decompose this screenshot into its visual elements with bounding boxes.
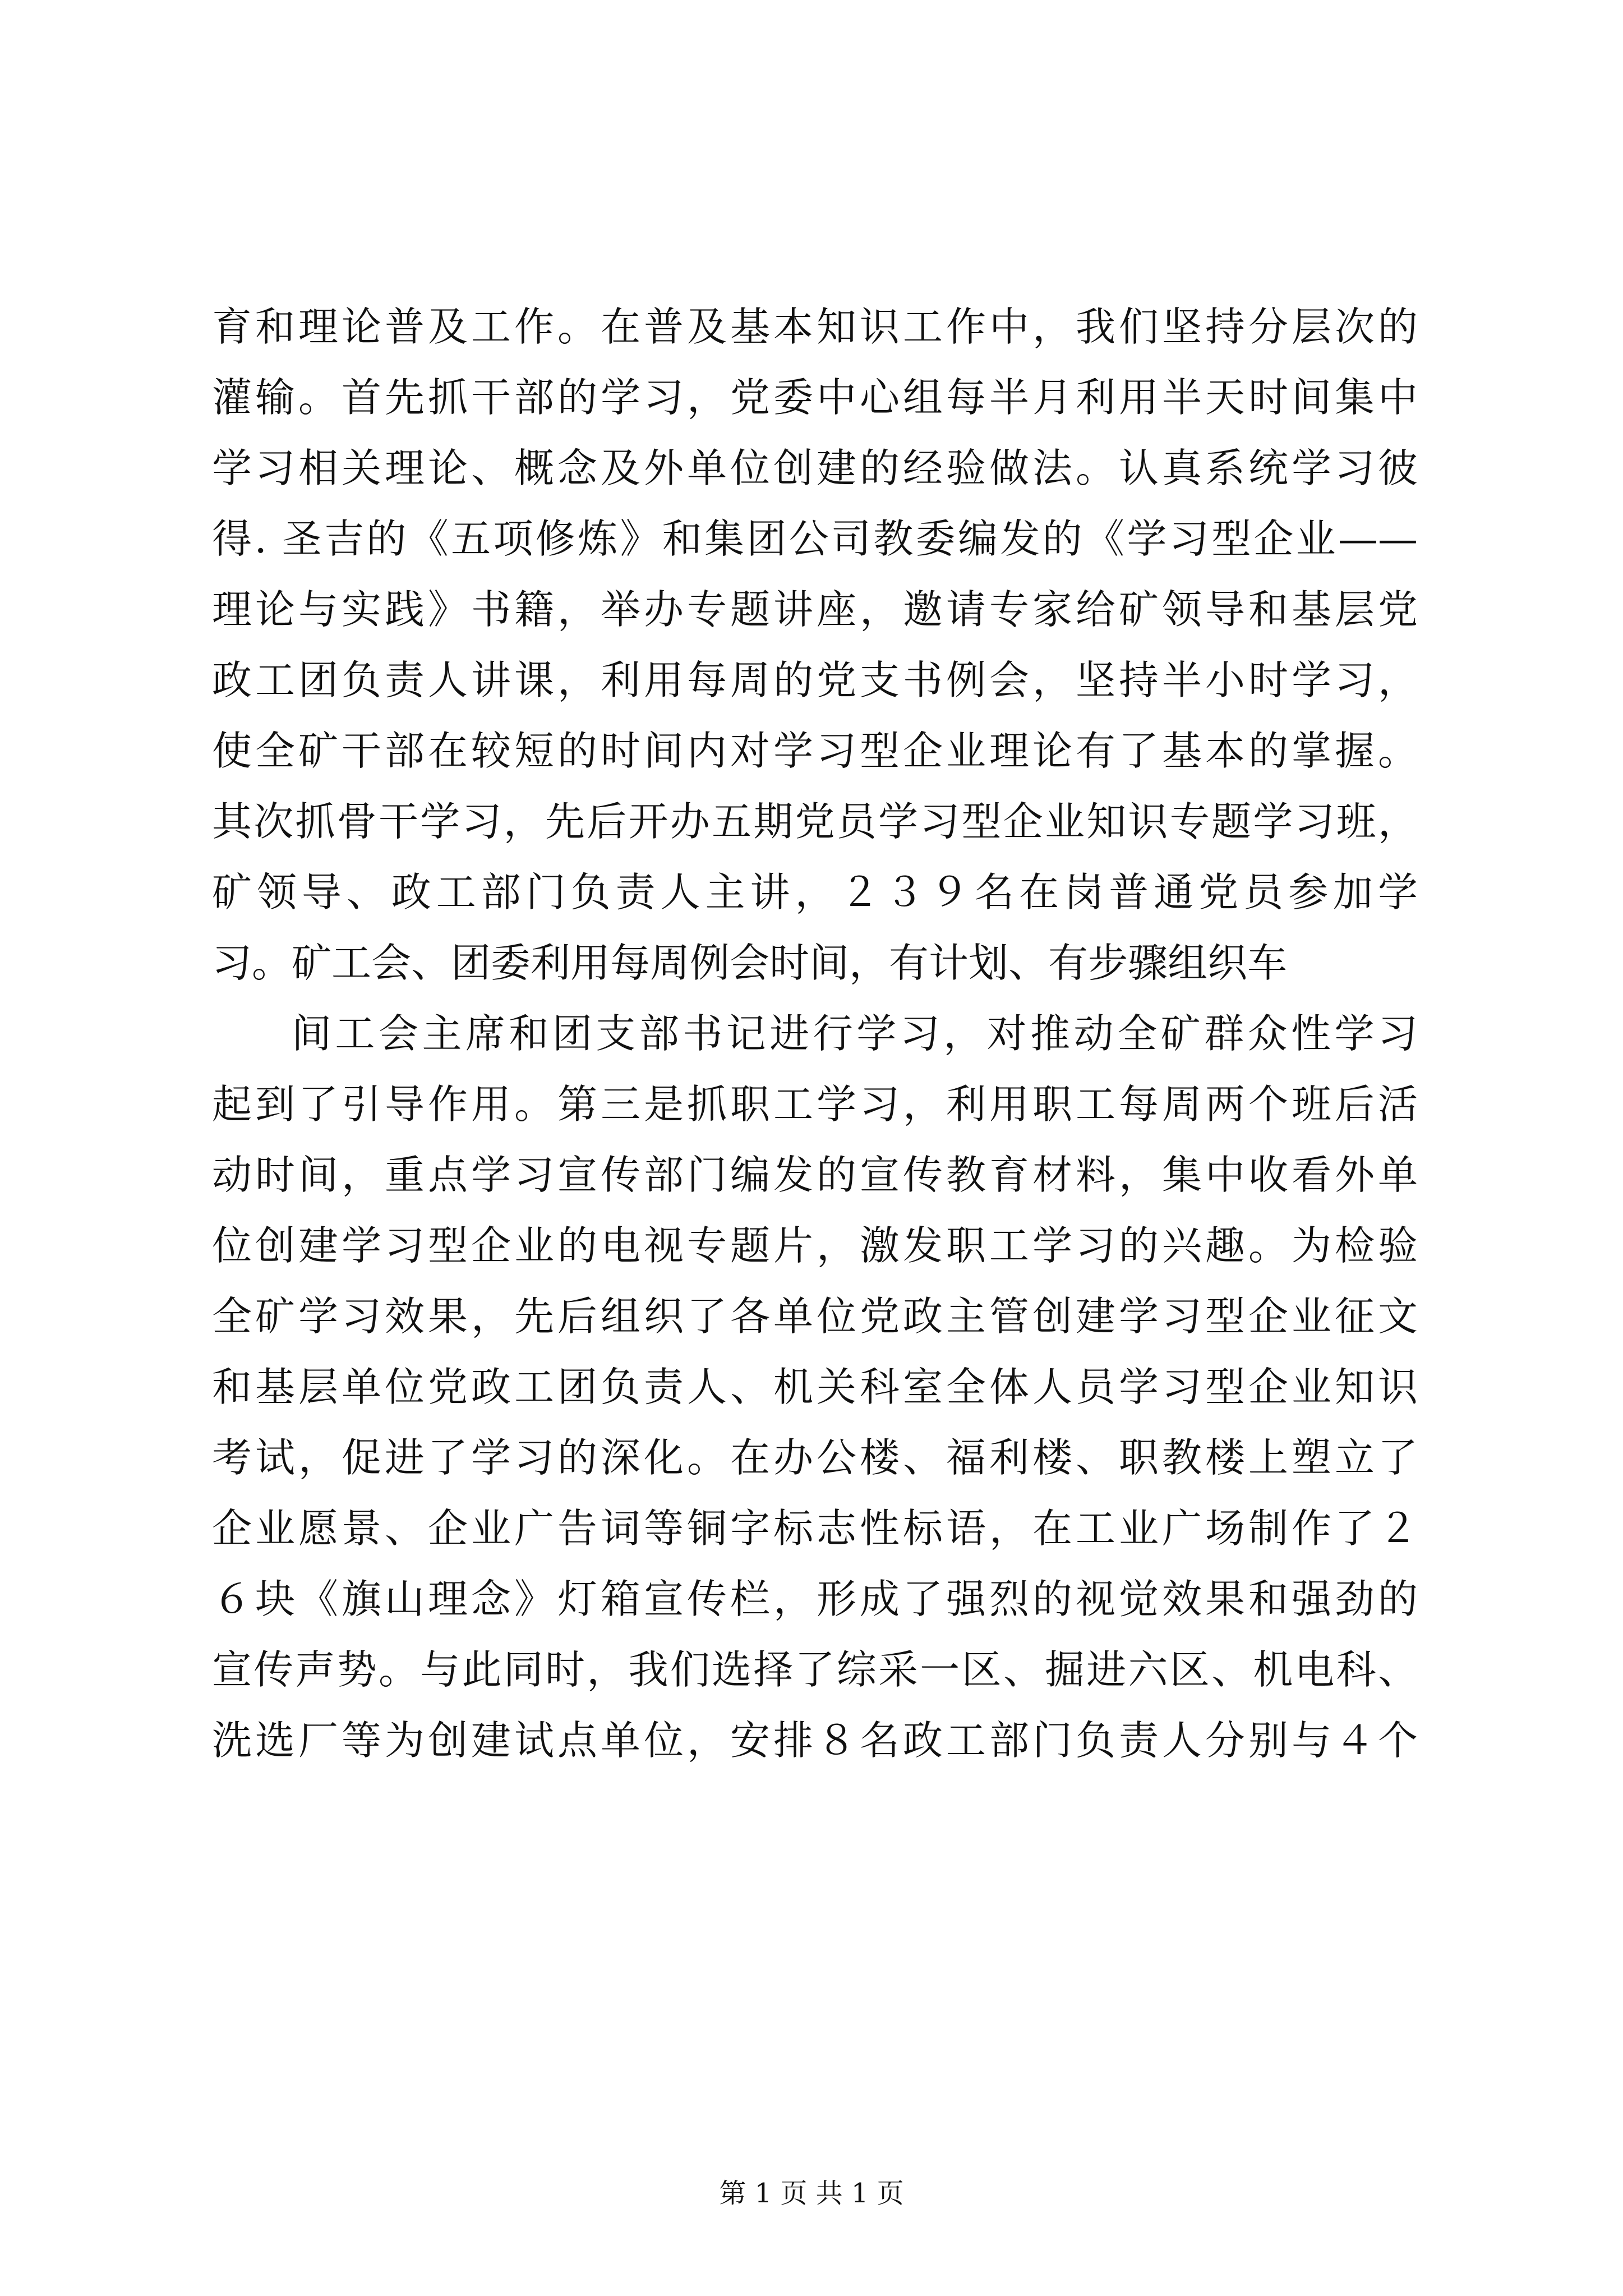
text-line: 企业愿景、企业广告词等铜字标志性标语，在工业广场制作了２ bbox=[212, 1505, 1418, 1552]
page-number-label: 第 1 页 共 1 页 bbox=[719, 2178, 904, 2209]
paragraph-2 bbox=[212, 999, 1418, 1776]
text-line: 全矿学习效果，先后组织了各单位党政主管创建学习型企业征文 bbox=[212, 1293, 1418, 1340]
page-footer bbox=[0, 2177, 1623, 2210]
text-line: ６块《旗山理念》灯箱宣传栏，形成了强烈的视觉效果和强劲的 bbox=[212, 1576, 1418, 1622]
text-line: 学习相关理论、概念及外单位创建的经验做法。认真系统学习彼 bbox=[212, 445, 1418, 491]
text-line: 理论与实践》书籍，举办专题讲座，邀请专家给矿领导和基层党 bbox=[212, 586, 1418, 633]
text-line: 灌输。首先抓干部的学习，党委中心组每半月利用半天时间集中 bbox=[212, 374, 1418, 421]
text-line: 习。矿工会、团委利用每周例会时间，有计划、有步骤组织车 bbox=[212, 940, 1288, 986]
text-line: 位创建学习型企业的电视专题片，激发职工学习的兴趣。为检验 bbox=[212, 1222, 1418, 1269]
text-line: 使全矿干部在较短的时间内对学习型企业理论有了基本的掌握。 bbox=[212, 728, 1418, 774]
text-line: 起到了引导作用。第三是抓职工学习，利用职工每周两个班后活 bbox=[212, 1081, 1418, 1128]
text-line: 宣传声势。与此同时，我们选择了综采一区、掘进六区、机电科、 bbox=[212, 1646, 1418, 1693]
body-text bbox=[212, 292, 1418, 1776]
text-line: 动时间，重点学习宣传部门编发的宣传教育材料，集中收看外单 bbox=[212, 1152, 1418, 1198]
text-line: 政工团负责人讲课，利用每周的党支书例会，坚持半小时学习， bbox=[212, 657, 1418, 703]
text-line: 间工会主席和团支部书记进行学习，对推动全矿群众性学习 bbox=[292, 1010, 1418, 1057]
text-line: 其次抓骨干学习，先后开办五期党员学习型企业知识专题学习班， bbox=[212, 798, 1418, 845]
text-line: 育和理论普及工作。在普及基本知识工作中，我们坚持分层次的 bbox=[212, 303, 1418, 350]
paragraph-1 bbox=[212, 292, 1418, 999]
text-line: 考试，促进了学习的深化。在办公楼、福利楼、职教楼上塑立了 bbox=[212, 1434, 1418, 1481]
text-line: 和基层单位党政工团负责人、机关科室全体人员学习型企业知识 bbox=[212, 1364, 1418, 1410]
text-line: 矿领导、政工部门负责人主讲，２３９名在岗普通党员参加学 bbox=[212, 869, 1418, 915]
text-line: 得. 圣吉的《五项修炼》和集团公司教委编发的《学习型企业—— bbox=[212, 516, 1418, 562]
text-line: 洗选厂等为创建试点单位，安排８名政工部门负责人分别与４个 bbox=[212, 1717, 1418, 1764]
